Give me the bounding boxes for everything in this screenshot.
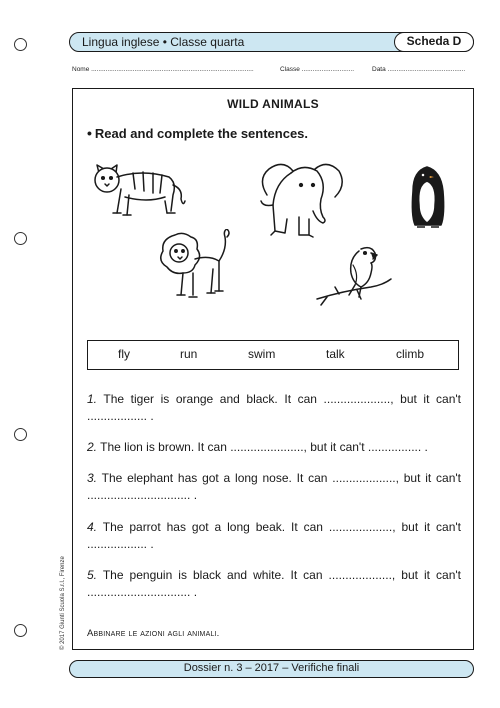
instruction — [87, 125, 308, 141]
name-field[interactable]: Nome .......................................................................................... — [72, 66, 254, 73]
binder-hole — [14, 624, 27, 637]
binder-hole — [14, 38, 27, 51]
sentence — [87, 519, 461, 553]
sentence-number: 1. — [87, 392, 98, 406]
sentence-number: 5. — [87, 568, 98, 582]
bullet-icon: • — [87, 125, 92, 141]
sentence — [87, 567, 461, 601]
date-field[interactable]: Data ........................................... — [372, 66, 466, 73]
sentence-number: 2. — [87, 440, 98, 454]
word-bank-item: talk — [326, 347, 345, 361]
copyright-notice: © 2017 Giunti Scuola S.r.l., Firenze — [60, 556, 66, 650]
word-bank-item: run — [180, 347, 198, 361]
word-bank-item: fly — [118, 347, 130, 361]
binder-hole — [14, 428, 27, 441]
header-bar — [69, 32, 474, 52]
worksheet-frame — [72, 88, 474, 650]
sentence-text: The lion is brown. It can ......................, but it can't ................ . — [100, 440, 428, 454]
footer-label: Dossier n. 3 – 2017 – Verifiche finali — [183, 662, 360, 674]
sentence-number: 4. — [87, 520, 98, 534]
sentence-text: The parrot has got a long beak. It can ..................., but it can't .................. . — [87, 520, 461, 551]
binder-hole — [14, 232, 27, 245]
word-bank-item: climb — [396, 347, 425, 361]
sentence-number: 3. — [87, 471, 98, 485]
parrot-icon — [313, 239, 393, 314]
elephant-icon — [253, 161, 353, 251]
sentence — [87, 470, 461, 504]
tiger-icon — [87, 161, 187, 231]
class-field[interactable]: Classe ............................. — [280, 66, 355, 73]
word-bank-item: swim — [248, 347, 276, 361]
footer-bar — [69, 660, 474, 678]
instruction-text: Read and complete the sentences. — [94, 126, 309, 141]
header-subject: Lingua inglese • Classe quarta — [82, 35, 245, 49]
sentence-text: The tiger is orange and black. It can ...................., but it can't .................. . — [87, 392, 461, 423]
word-bank — [87, 340, 459, 370]
sentence — [87, 439, 461, 456]
sentence-text: The elephant has got a long nose. It can ..................., but it can't ............................... . — [87, 471, 462, 502]
sentence — [87, 391, 461, 425]
teacher-note: Abbinare le azioni agli animali. — [87, 628, 220, 639]
penguin-icon — [403, 163, 453, 235]
worksheet-badge: Scheda D — [394, 32, 474, 52]
lion-icon — [153, 229, 243, 319]
worksheet-title: WILD ANIMALS — [227, 97, 319, 111]
sentence-text: The penguin is black and white. It can ..................., but it can't ............................... . — [87, 568, 461, 599]
